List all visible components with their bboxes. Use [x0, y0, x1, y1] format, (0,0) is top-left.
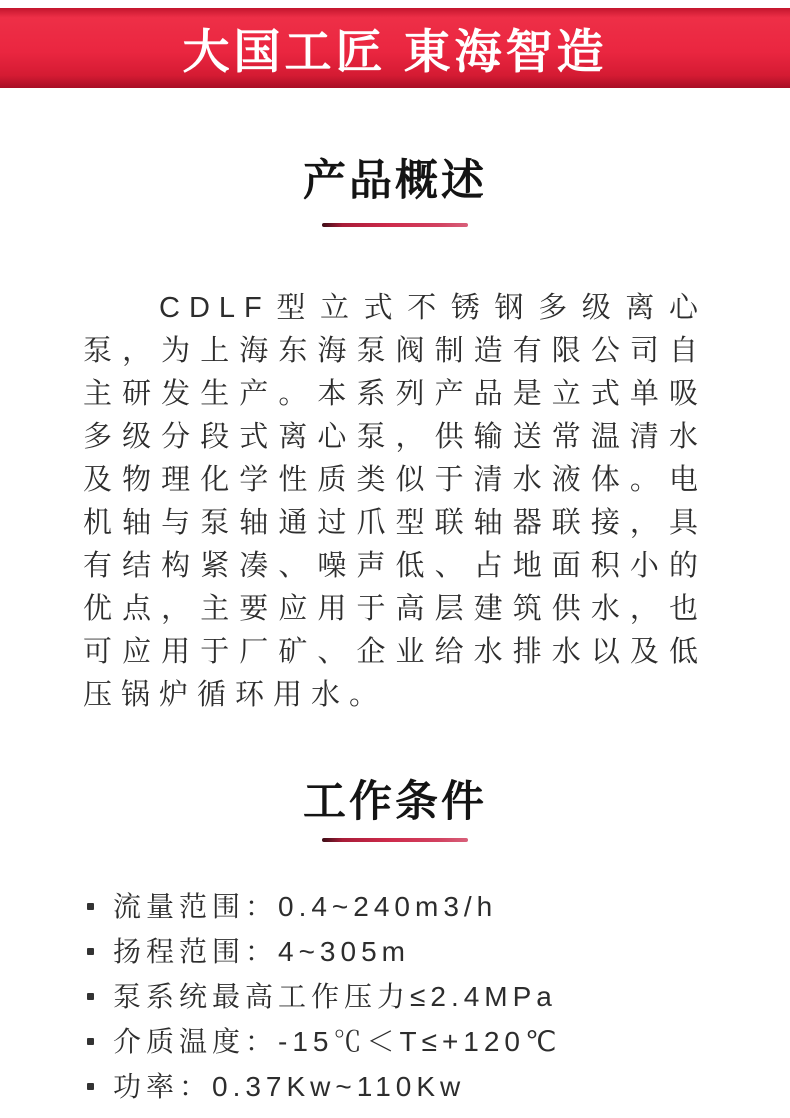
spec-item-head-range: [85, 929, 745, 974]
overview-paragraph: CDLF型立式不锈钢多级离心泵，为上海东海泵阀制造有限公司自主研发生产。本系列产品是立式单吸多级分段式离心泵，供输送常温清水及物理化学性质类似于清水液体。电机轴与泵轴通过爪型联轴器联接，具有结构紧凑、噪声低、占地面积小的优点，主要应用于高层建筑供水，也可应用于厂矿、企业给水排水以及低压锅炉循环用水。: [83, 292, 707, 711]
bullet-icon: [87, 1083, 94, 1090]
spec-item-max-pressure: [85, 974, 745, 1019]
banner-title: 大国工匠 東海智造: [182, 24, 608, 78]
bullet-icon: [87, 1038, 94, 1045]
top-banner: [0, 8, 790, 88]
bullet-icon: [87, 948, 94, 955]
spec-item-text: 泵系统最高工作压力≤2.4MPa: [113, 981, 557, 1012]
spec-item-text: 流量范围：0.4~240m3/h: [113, 891, 498, 922]
spec-item-power: [85, 1064, 745, 1109]
working-conditions-section: [0, 777, 790, 1109]
spec-list: [85, 884, 745, 1109]
conditions-section-title: 工作条件: [303, 778, 487, 826]
spec-item-flow-range: [85, 884, 745, 929]
product-overview-section: [0, 156, 790, 717]
spec-item-medium-temperature: [85, 1019, 745, 1064]
overview-section-title: 产品概述: [303, 157, 487, 205]
spec-item-text: 扬程范围：4~305m: [113, 936, 410, 967]
bullet-icon: [87, 903, 94, 910]
title-underline: [322, 838, 468, 842]
title-underline: [322, 223, 468, 227]
bullet-icon: [87, 993, 94, 1000]
spec-item-text: 介质温度：-15℃＜T≤+120℃: [113, 1026, 562, 1057]
spec-item-text: 功率：0.37Kw~110Kw: [113, 1071, 466, 1102]
